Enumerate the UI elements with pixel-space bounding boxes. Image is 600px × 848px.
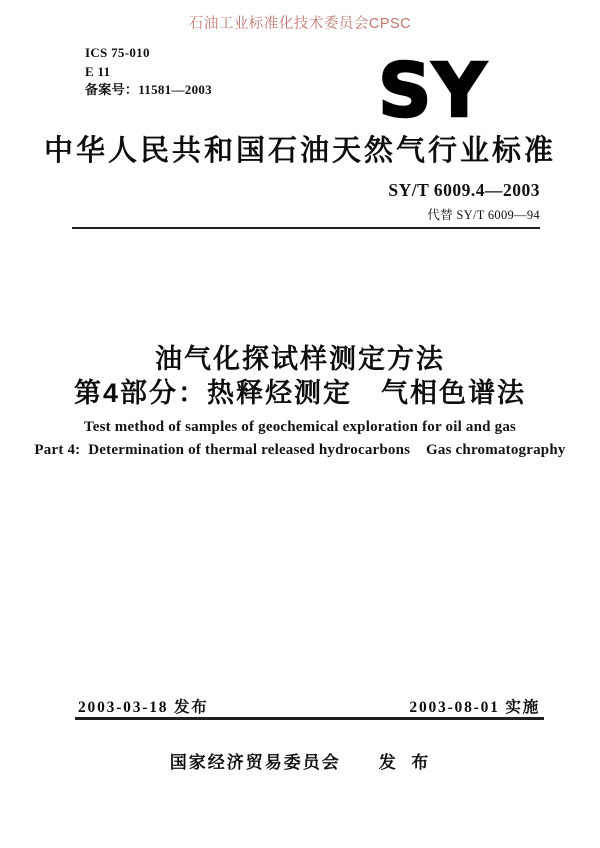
meta-codes-block bbox=[85, 44, 212, 100]
replaces-note: 代替 SY/T 6009—94 bbox=[427, 208, 540, 222]
header-divider-line bbox=[72, 227, 540, 229]
document-title-en-line2: Part 4: Determination of thermal released hydrocarbons Gas chromatography bbox=[34, 442, 566, 458]
issue-date: 2003-03-18 发布 bbox=[78, 699, 209, 716]
record-number: 备案号：11581—2003 bbox=[85, 82, 212, 97]
implement-date: 2003-08-01 实施 bbox=[409, 699, 540, 716]
document-title-en-line1: Test method of samples of geochemical exploration for oil and gas bbox=[83, 419, 517, 435]
dates-row bbox=[78, 695, 540, 717]
standard-category-title: 中华人民共和国石油天然气行业标准 bbox=[43, 135, 556, 167]
committee-watermark-text: 石油工业标准化技术委员会CPSC bbox=[188, 16, 412, 32]
publisher-row bbox=[0, 748, 600, 773]
publisher-name: 国家经济贸易委员会 bbox=[169, 753, 341, 772]
ics-code: ICS 75-010 bbox=[85, 45, 150, 60]
standard-number: SY/T 6009.4—2003 bbox=[388, 180, 540, 200]
publish-action-label: 发 布 bbox=[378, 753, 431, 772]
document-title-cn-line2: 第4部分：热释烃测定 气相色谱法 bbox=[73, 378, 526, 408]
sy-logo: SY bbox=[378, 48, 487, 134]
footer-divider-line bbox=[75, 717, 544, 720]
class-code: E 11 bbox=[85, 63, 111, 79]
standard-number-block bbox=[388, 180, 540, 223]
document-title-cn-line1: 油气化探试样测定方法 bbox=[155, 344, 445, 374]
